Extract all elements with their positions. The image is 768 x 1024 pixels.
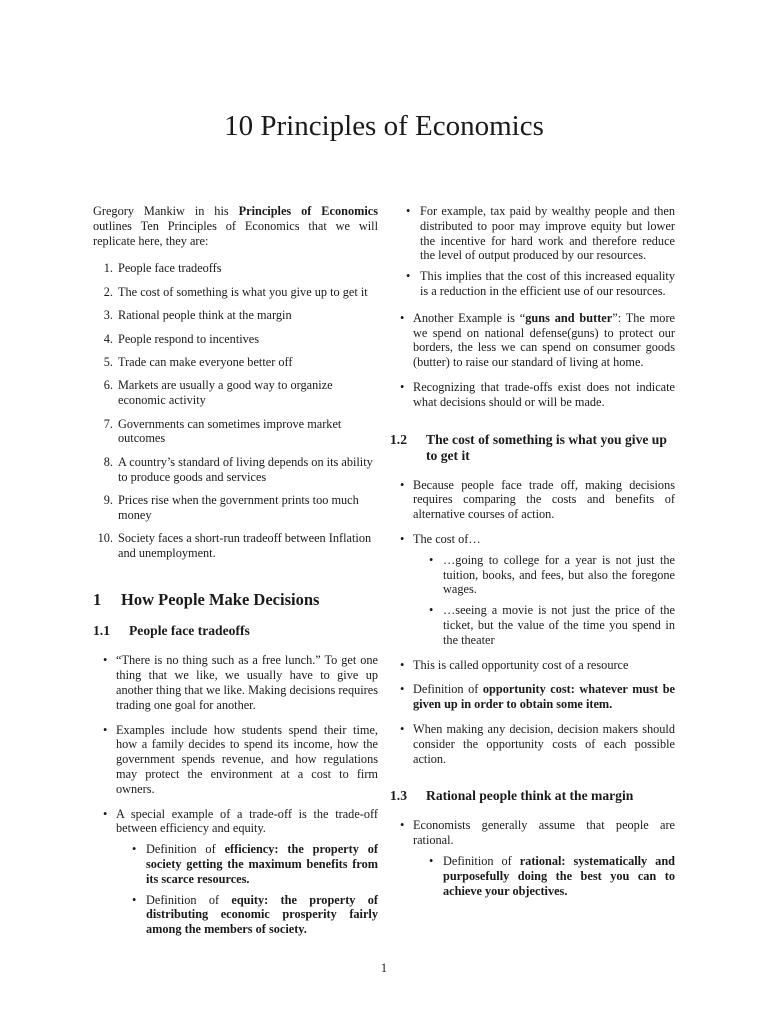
bullet-icon: • (132, 842, 137, 857)
subsection-heading: 1.2 The cost of something is what you give up to get it (390, 431, 667, 463)
subsection-heading: 1.1 People face tradeoffs (93, 623, 250, 639)
list-item: • A special example of a trade-off is the trade-off between efficiency and equity. • Definition of efficiency: the property of society getting the maximum benefits from its scarce resources. • Definition of equity: the property of distributing economic prosperity fairly among the members of society. (103, 806, 378, 937)
list-item: • “There is no thing such as a free lunch.” To get one thing that we like, we usually have to give up another thing that we like. Making decisions requires trading one goal for another. (103, 653, 378, 712)
list-item: 3. Rational people think at the margin (103, 308, 292, 323)
list-item: • Recognizing that trade-offs exist does not indicate what decisions should or will be made. (400, 379, 675, 409)
list-item: • Another Example is “guns and butter”: The more we spend on national defense(guns) to protect our borders, the less we can spend on consumer goods (butter) to raise our standard of living at home. (400, 310, 676, 370)
intro-paragraph: Gregory Mankiw in his Principles of Economics outlines Ten Principles of Economics that we will replicate here, they are: (93, 204, 378, 248)
bullet-icon: • (103, 653, 108, 668)
list-item: 4. People respond to incentives (103, 331, 260, 346)
list-item: • …going to college for a year is not just the tuition, books, and fees, but also the foregone wages. (429, 552, 675, 597)
list-item: 9. Prices rise when the government prints too much money (103, 492, 359, 522)
definition-equity: equity: the property of distributing economic prosperity fairly among the members of society. (146, 892, 378, 937)
bullet-icon: • (132, 892, 137, 907)
definition-rational: rational: systematically and purposefully doing the best you can to achieve your objectives. (443, 853, 675, 898)
section-heading: 1 How People Make Decisions (93, 589, 320, 609)
list-item: 2. The cost of something is what you give up to get it (103, 284, 368, 299)
list-item: 7. Governments can sometimes improve market outcomes (103, 416, 342, 446)
bullet-list (93, 653, 378, 937)
list-item: • Definition of equity: the property of distributing economic prosperity fairly among the members of society. (132, 892, 378, 937)
guns-and-butter: guns and butter (525, 310, 613, 325)
list-item: • This is called opportunity cost of a resource (400, 657, 629, 672)
bullet-list (390, 818, 675, 898)
bullet-icon: • (400, 531, 405, 546)
left-column (93, 204, 378, 947)
bullet-icon: • (400, 682, 405, 697)
list-item: • For example, tax paid by wealthy people and then distributed to poor may improve equity but lower the incentive for hard work and therefore reduce the level of output produced by our resources. (406, 204, 675, 263)
subsection-heading: 1.3 Rational people think at the margin (390, 788, 634, 804)
bullet-list (390, 478, 675, 767)
bullet-icon: • (406, 269, 411, 284)
page-title: 10 Principles of Economics (224, 110, 544, 142)
list-item: • This implies that the cost of this increased equality is a reduction in the efficient use of our resources. (406, 269, 675, 298)
definition-opportunity-cost: opportunity cost: whatever must be given up in order to obtain some item. (413, 682, 675, 712)
list-item: 1. People face tradeoffs (103, 261, 222, 276)
sub-bullet-list (116, 842, 378, 937)
list-item: • Because people face trade off, making decisions requires comparing the costs and benefits of alternative courses of action. (400, 477, 675, 522)
list-item: • When making any decision, decision makers should consider the opportunity costs of each possible action. (400, 721, 675, 766)
principles-list (93, 261, 378, 560)
list-item: 5. Trade can make everyone better off (103, 354, 293, 369)
bullet-icon: • (400, 818, 405, 833)
book-title: Principles of Economics (238, 204, 378, 218)
right-column (390, 204, 675, 908)
list-item: • The cost of… • …going to college for a year is not just the tuition, books, and fees, but also the foregone wages. • …seeing a movie is not just the price of the ticket, but the value of the time you spend in the theater (400, 531, 675, 647)
sub-bullet-list (413, 553, 675, 648)
bullet-icon: • (400, 657, 405, 672)
list-item: • Definition of opportunity cost: whatever must be given up in order to obtain some item. (400, 682, 675, 712)
list-item: • Definition of efficiency: the property of society getting the maximum benefits from its scarce resources. (132, 842, 378, 886)
list-item: 6. Markets are usually a good way to organize economic activity (103, 378, 333, 408)
bullet-icon: • (400, 721, 405, 736)
bullet-icon: • (400, 310, 405, 325)
bullet-icon: • (400, 477, 405, 492)
bullet-icon: • (103, 722, 108, 737)
sub-bullet-list (390, 204, 675, 299)
list-item: • Examples include how students spend their time, how a family decides to spend its income, how the government spends revenue, and how regulations may protect the environment at a cost to firm owners. (103, 722, 378, 796)
list-item: • Definition of rational: systematically and purposefully doing the best you can to achieve your objectives. (429, 853, 675, 898)
page-number: 1 (380, 961, 388, 975)
bullet-icon: • (406, 204, 411, 218)
bullet-icon: • (429, 853, 434, 868)
list-item: • …seeing a movie is not just the price of the ticket, but the value of the time you spend in the theater (429, 603, 675, 647)
bullet-list (390, 311, 675, 410)
bullet-icon: • (429, 552, 434, 567)
list-item: • Economists generally assume that people are rational. • Definition of rational: systematically and purposefully doing the best you can to achieve your objectives. (400, 818, 675, 898)
definition-efficiency: efficiency: the property of society getting the maximum benefits from its scarce resources. (146, 842, 378, 886)
list-item: 10. Society faces a short-run tradeoff between Inflation and unemployment. (97, 531, 372, 560)
list-item: 8. A country’s standard of living depends on its ability to produce goods and services (103, 454, 373, 484)
bullet-icon: • (103, 806, 108, 821)
bullet-icon: • (429, 603, 434, 618)
sub-bullet-list (413, 854, 675, 898)
bullet-icon: • (400, 379, 405, 394)
